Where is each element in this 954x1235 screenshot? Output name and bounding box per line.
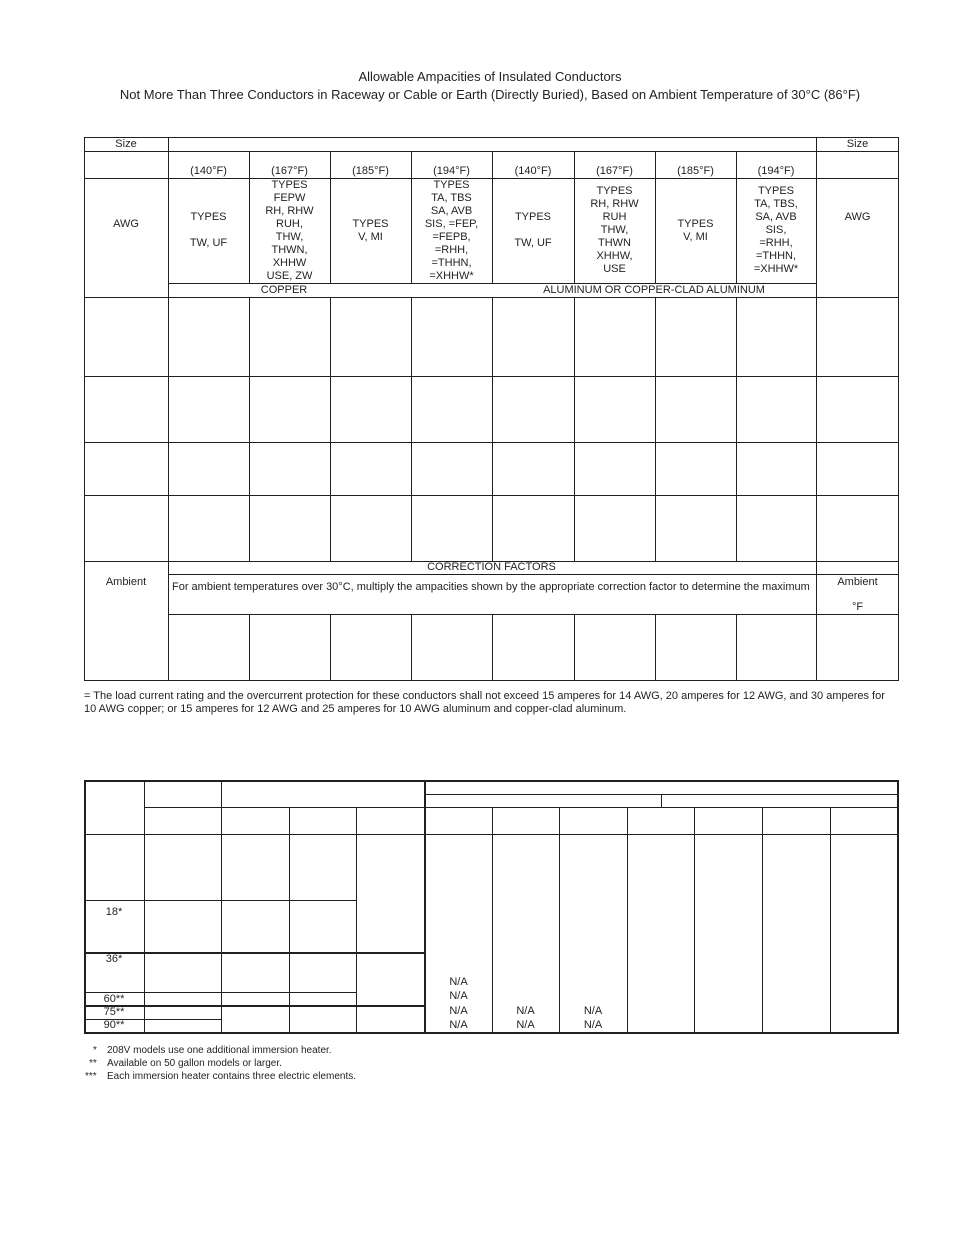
conductor-types: TYPES TA, TBS SA, AVB SIS, =FEP, =FEPB, =RHH, =THHN, =XHHW* [424,179,479,282]
temp-header: (194°F) [757,165,795,177]
size-header-right: Size [846,138,869,150]
na-cell: N/A [449,1005,468,1017]
row-label: 18* [105,906,123,918]
conductor-types: TYPES TW, UF [189,211,228,249]
temp-header: (140°F) [514,165,552,177]
row-label: 60** [103,993,125,1005]
correction-instructions: For ambient temperatures over 30°C, multiply the ampacities shown by the appropriate correction factor to determine the maximum [172,581,810,593]
copper-label: COPPER [260,284,308,296]
footnote-mark: *** [85,1071,97,1082]
conductor-types: TYPES V, MI [677,218,714,243]
conductor-types: TYPES V, MI [352,218,389,243]
temp-header: (167°F) [271,165,308,177]
size-header-left: Size [115,138,137,150]
na-cell: N/A [583,1019,603,1031]
table-subtitle: Not More Than Three Conductors in Raceway or Cable or Earth (Directly Buried), Based on Ambient Temperature of 30°C (86°F) [119,87,861,102]
footnote-text: 208V models use one additional immersion heater. [107,1045,332,1056]
conductor-types: TYPES TA, TBS, SA, AVB SIS, =RHH, =THHN, =XHHW* [753,185,799,275]
na-cell: N/A [449,990,468,1002]
temp-header: (194°F) [433,165,470,177]
conductor-types: TYPES RH, RHW RUH THW, THWN XHHW, USE [590,185,639,275]
temp-header: (167°F) [596,165,633,177]
na-cell: N/A [449,1019,468,1031]
aluminum-label: ALUMINUM OR COPPER-CLAD ALUMINUM [543,284,765,296]
footnote-text: Available on 50 gallon models or larger. [107,1058,282,1069]
footnote-mark: * [93,1045,97,1056]
footnote-mark: ** [89,1058,97,1069]
correction-factors-label: CORRECTION FACTORS [427,561,556,573]
temp-header: (185°F) [352,165,389,177]
row-label: 36* [105,953,123,965]
ambient-unit: °F [851,601,864,613]
na-cell: N/A [516,1005,535,1017]
table-title: Allowable Ampacities of Insulated Conductors [358,69,622,84]
na-cell: N/A [516,1019,535,1031]
awg-header-right: AWG [844,211,871,223]
conductor-types: TYPES FEPW RH, RHW RUH, THW, THWN, XHHW USE, ZW [265,179,314,282]
footnote-text: Each immersion heater contains three electric elements. [107,1071,357,1082]
awg-header-left: AWG [113,218,139,230]
na-cell: N/A [449,976,468,988]
ambient-header-right: Ambient [837,576,878,588]
na-cell: N/A [583,1005,603,1017]
conductor-types: TYPES TW, UF [514,211,552,249]
ambient-header-left: Ambient [105,576,147,588]
temp-header: (140°F) [190,165,227,177]
temp-header: (185°F) [677,165,714,177]
row-label: 75** [103,1006,125,1018]
row-label: 90** [103,1019,125,1031]
load-current-note: = The load current rating and the overcurrent protection for these conductors shall not exceed 15 amperes for 14 AWG, 20 amperes for 12 AWG, and 30 amperes for 10 AWG copper; or 15 amperes for 12 AWG and 25 amperes for 10 AWG aluminum and copper-clad aluminum. [84,690,885,715]
